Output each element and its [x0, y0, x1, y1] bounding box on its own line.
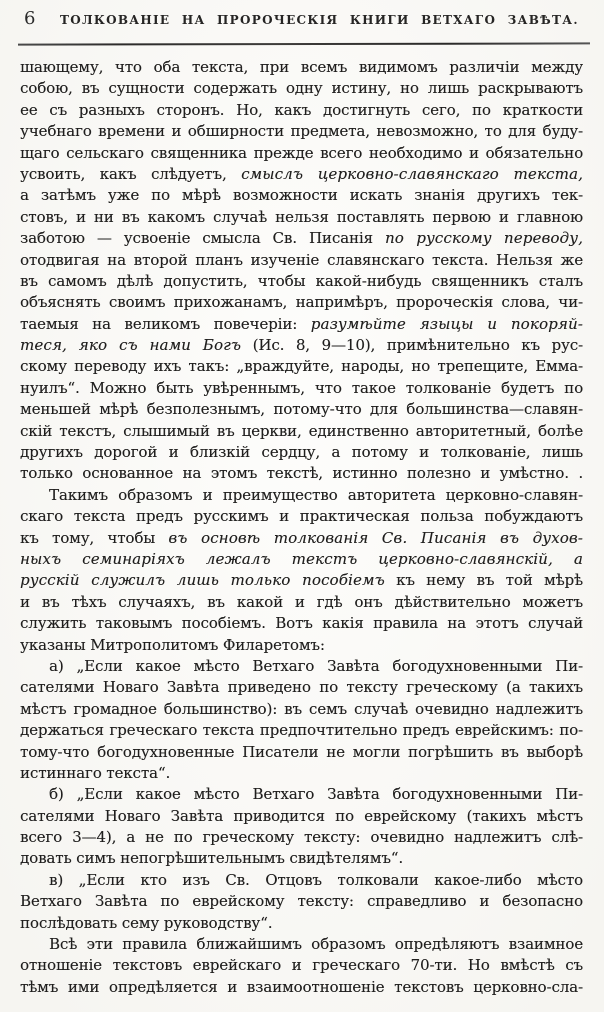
text-segment: в) „Если кто изъ Св. Отцовъ толковали какое-либо мѣсто — [49, 870, 583, 889]
text-segment: усвоить, какъ слѣдуетъ, — [20, 164, 242, 183]
text-segment: скій текстъ, слышимый въ церкви, единственно авторитетный, болѣе — [20, 421, 583, 440]
text-segment: тому-что богодухновенные Писатели не могли погрѣшить въ выборѣ — [20, 742, 583, 761]
text-line — [20, 463, 583, 484]
text-line — [20, 677, 583, 698]
text-segment: отношеніе текстовъ еврейскаго и греческаго 70-ти. Но вмѣстѣ съ — [20, 956, 583, 975]
text-segment: щаго сельскаго священника прежде всего необходимо и обязательно — [20, 143, 583, 162]
text-segment: Ветхаго Завѣта по еврейскому тексту: справедливо и безопасно — [20, 892, 583, 911]
text-line — [20, 100, 583, 121]
text-line — [20, 121, 583, 142]
text-line — [20, 228, 583, 249]
text-segment: Всѣ эти правила ближайшимъ образомъ опредѣляютъ взаимное — [49, 935, 583, 954]
text-segment: всего 3—4), а не по греческому тексту: очевидно надлежитъ слѣ- — [20, 828, 583, 847]
text-line — [20, 592, 583, 613]
text-segment: меньшей мѣрѣ безполезнымъ, потому-что для большинства—славян- — [20, 400, 583, 419]
text-segment: къ нему въ той мѣрѣ — [384, 571, 583, 590]
text-segment: сателями Новаго Завѣта приводится по еврейскому (такихъ мѣстъ — [20, 806, 583, 825]
text-segment: другихъ дорогой и близкій сердцу, а потому и толкованіе, лишь — [20, 443, 583, 462]
text-line — [20, 271, 583, 292]
text-line — [20, 720, 583, 741]
text-line — [20, 421, 583, 442]
text-segment: послѣдовать сему руководству“. — [20, 913, 273, 932]
text-segment: истиннаго текста“. — [20, 763, 171, 782]
text-line — [20, 399, 583, 420]
text-segment: ее съ разныхъ сторонъ. Но, какъ достигнуть сего, по краткости — [20, 100, 583, 119]
text-segment: къ тому, чтобы — [20, 528, 169, 547]
text-line — [20, 784, 583, 805]
text-segment: стовъ, и ни въ какомъ случаѣ нельзя поставлять первою и главною — [20, 207, 583, 226]
text-segment: объяснять своимъ прихожанамъ, напримѣръ, пророческія слова, чи- — [20, 293, 583, 312]
text-segment: держаться греческаго текста предпочтительно предъ еврейскимъ: по- — [20, 721, 583, 740]
text-segment: б) „Если какое мѣсто Ветхаго Завѣта богодухновенными Пи- — [49, 785, 583, 804]
text-line — [20, 356, 583, 377]
text-line — [20, 955, 583, 976]
text-line — [20, 977, 583, 998]
text-line — [20, 934, 583, 955]
text-segment: и въ тѣхъ случаяхъ, въ какой и гдѣ онъ дѣйствительно можетъ — [20, 592, 583, 611]
text-segment: въ самомъ дѣлѣ допустить, чтобы какой-нибудь священникъ сталъ — [20, 271, 583, 290]
page-body — [20, 57, 583, 998]
text-line — [20, 827, 583, 848]
text-line — [20, 549, 583, 570]
text-segment: скому переводу ихъ такъ: „враждуйте, народы, но трепещите, Емма- — [20, 357, 583, 376]
text-segment: таемыя на великомъ повечеріи: — [20, 314, 311, 333]
text-segment: Такимъ образомъ и преимущество авторитета церковно-славян- — [49, 485, 583, 504]
text-line — [20, 314, 583, 335]
text-segment: скаго текста предъ русскимъ и практическая польза побуждаютъ — [20, 507, 583, 526]
text-segment: а затѣмъ уже по мѣрѣ возможности искать знанія другихъ тек- — [20, 186, 583, 205]
text-segment: собою, въ сущности содержать одну истину, но лишь раскрываютъ — [20, 79, 583, 98]
text-line — [20, 891, 583, 912]
italic-text-segment: въ основѣ толкованія Св. Писанія въ духов- — [168, 528, 583, 547]
text-line — [20, 806, 583, 827]
text-segment: шающему, что оба текста, при всемъ видимомъ различіи между — [20, 58, 583, 76]
text-line — [20, 635, 583, 656]
text-line — [20, 613, 583, 634]
text-segment: мѣстъ громадное большинство): въ семъ случаѣ очевидно надлежитъ — [20, 699, 583, 718]
text-segment: (Ис. 8, 9—10), примѣнительно къ рус- — [241, 336, 583, 355]
page-number: 6 — [24, 8, 36, 29]
text-line — [20, 528, 583, 549]
italic-text-segment: ныхъ семинаріяхъ лежалъ текстъ церковно-славянскій, а — [20, 549, 583, 568]
text-segment: заботою — усвоеніе смысла Св. Писанія — [20, 229, 385, 248]
text-segment: а) „Если какое мѣсто Ветхаго Завѣта богодухновенными Пи- — [49, 656, 583, 675]
text-line — [20, 292, 583, 313]
text-line — [20, 207, 583, 228]
text-line — [20, 442, 583, 463]
text-line — [20, 164, 583, 185]
italic-text-segment: теся, яко съ нами Богъ — [20, 336, 242, 355]
text-segment: довать симъ непогрѣшительнымъ свидѣтелямъ“. — [20, 849, 404, 868]
text-line — [20, 57, 583, 78]
text-line — [20, 570, 583, 591]
text-line — [20, 78, 583, 99]
text-line — [20, 848, 583, 869]
text-segment: тѣмъ ими опредѣляется и взаимоотношеніе текстовъ церковно-сла- — [20, 977, 583, 996]
text-line — [20, 699, 583, 720]
text-segment: нуилъ“. Можно быть увѣреннымъ, что такое толкованіе будетъ по — [20, 378, 583, 397]
text-segment: указаны Митрополитомъ Филаретомъ: — [20, 635, 325, 654]
text-segment: служить таковымъ пособіемъ. Вотъ какія правила на этотъ случай — [20, 614, 583, 633]
text-segment: отодвигая на второй планъ изученіе славянскаго текста. Нельзя же — [20, 250, 583, 269]
text-line — [20, 185, 583, 206]
text-segment: учебнаго времени и обширности предмета, невозможно, то для буду- — [20, 122, 583, 141]
text-line — [20, 763, 583, 784]
header-rule — [18, 42, 590, 45]
text-line — [20, 250, 583, 271]
text-line — [20, 335, 583, 356]
italic-text-segment: смыслъ церковно-славянскаго текста, — [241, 164, 583, 183]
text-line — [20, 143, 583, 164]
italic-text-segment: русскій служилъ лишь только пособіемъ — [20, 571, 385, 590]
text-segment: только основанное на этомъ текстѣ, истинно полезно и умѣстно. . — [20, 464, 583, 483]
text-segment: сателями Новаго Завѣта приведено по тексту греческому (а такихъ — [20, 678, 583, 697]
running-title: ТОЛКОВАНІЕ НА ПРОРОЧЕСКІЯ КНИГИ ВЕТХАГО ЗАВѢТА. — [60, 13, 579, 27]
text-line — [20, 656, 583, 677]
text-line — [20, 378, 583, 399]
text-line — [20, 913, 583, 934]
text-line — [20, 506, 583, 527]
text-line — [20, 870, 583, 891]
text-line — [20, 485, 583, 506]
text-line — [20, 742, 583, 763]
italic-text-segment: по русскому переводу, — [384, 229, 583, 248]
italic-text-segment: разумѣйте языцы и покоряй- — [310, 314, 583, 333]
